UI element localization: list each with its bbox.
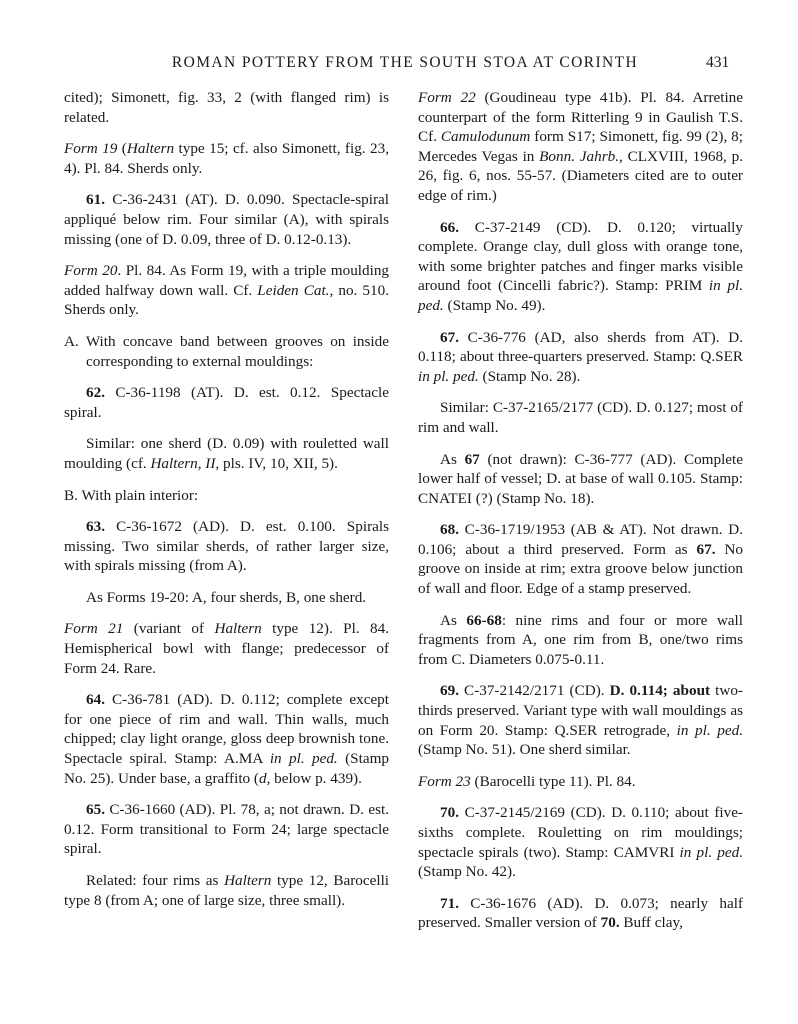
entry-text: (Stamp No. 49). bbox=[443, 296, 546, 314]
entry-63 bbox=[64, 517, 389, 576]
text: (Goudineau type 41b). Pl. 84. Arretine counterpart of the form Ritterling 9 in Gaulish T.S. Cf. bbox=[418, 89, 744, 146]
entry-number: 62. bbox=[86, 384, 105, 402]
related-note bbox=[64, 871, 389, 910]
entry-number: 69. bbox=[440, 682, 459, 700]
entry-number: 67. bbox=[440, 328, 459, 346]
entry-ref: 67. bbox=[696, 540, 716, 558]
text: Similar: one sherd (D. 0.09) with rouletted wall moulding (cf. bbox=[64, 435, 389, 472]
form-21-paragraph bbox=[64, 619, 389, 678]
paragraph-continuation: cited); Simonett, fig. 33, 2 (with flanged rim) is related. bbox=[64, 89, 389, 126]
entry-number: 61. bbox=[86, 191, 105, 209]
entry-text: (Stamp No. 51). One sherd similar. bbox=[418, 741, 631, 759]
stamp-note: in pl. ped. bbox=[679, 843, 743, 861]
entry-text: C-37-2145/2169 (CD). D. 0.110; about five-sixths complete. Rouletting on rim mouldings; spectacle spirals (two). Stamp: CAMVRI bbox=[418, 804, 743, 861]
text: , no. 510. Sherds only. bbox=[64, 281, 390, 319]
similar-62 bbox=[64, 434, 389, 473]
as-66-68-note bbox=[418, 611, 743, 670]
text: Related: four rims as bbox=[86, 872, 225, 889]
text: (not drawn): C-36-777 (AD). Complete lower half of vessel; D. at base of wall 0.105. Stamp: CNATEI (?) (Stamp No. 18). bbox=[418, 450, 743, 507]
entry-text: No groove on inside at rim; extra groove below junction of wall and floor. Edge of a stamp preserved. bbox=[418, 540, 743, 598]
stamp-note: in pl. ped. bbox=[269, 750, 338, 768]
running-head: ROMAN POTTERY FROM THE SOUTH STOA AT CORINTH bbox=[171, 54, 639, 71]
graffito-letter: d bbox=[258, 769, 267, 787]
stamp-note: in pl. ped. bbox=[676, 721, 743, 739]
entry-61 bbox=[64, 190, 389, 249]
entry-text: C-36-2431 (AT). D. 0.090. Spectacle-spiral appliqué below rim. Four similar (A), with spirals missing (one of D. 0.09, three of D. 0.12-0.13). bbox=[64, 191, 389, 248]
stamp-note: in pl. ped. bbox=[418, 277, 743, 314]
form-label: Form 19 bbox=[64, 140, 118, 158]
entry-text: C-36-1198 (AT). D. est. 0.12. Spectacle spiral. bbox=[64, 384, 389, 421]
reference: Haltern bbox=[214, 620, 262, 638]
text: form S17; Simonett, fig. 99 (2), 8; Mercedes Vegas in bbox=[418, 128, 743, 165]
entry-number: 68. bbox=[440, 521, 459, 539]
text: type 12). Pl. 84. Hemispherical bowl with flange; predecessor of Form 24. Rare. bbox=[64, 620, 390, 677]
form-label: Form 21 bbox=[64, 620, 124, 638]
entry-ref: 66-68 bbox=[466, 611, 502, 629]
stamp-note: in pl. ped. bbox=[418, 367, 479, 385]
entry-ref: 67 bbox=[464, 450, 480, 468]
entry-number: 71. bbox=[440, 894, 459, 912]
text: (Barocelli type 11). Pl. 84. bbox=[470, 772, 636, 790]
entry-number: 63. bbox=[86, 518, 105, 536]
entry-number: 66. bbox=[440, 218, 459, 236]
similar-67: Similar: C-37-2165/2177 (CD). D. 0.127; most of rim and wall. bbox=[418, 399, 743, 436]
entry-text: C-36-776 (AD, also sherds from AT). D. 0.118; about three-quarters preserved. Stamp: Q.SER bbox=[418, 328, 743, 366]
entry-text: C-37-2142/2171 (CD). bbox=[458, 682, 610, 700]
entry-text: (Stamp No. 25). Under base, a graffito ( bbox=[64, 750, 389, 787]
text: pls. IV, 10, XII, 5). bbox=[219, 454, 338, 472]
entry-text: (Stamp No. 42). bbox=[418, 863, 516, 881]
text: , CLXVIII, 1968, p. 26, fig. 6, nos. 55-57. (Diameters cited are to outer edge of rim.) bbox=[418, 147, 743, 204]
group-a-heading: A. With concave band between grooves on inside corresponding to external mouldings: bbox=[64, 332, 389, 370]
page-number: 431 bbox=[706, 54, 730, 71]
entry-text: C-37-2149 (CD). D. 0.120; virtually complete. Orange clay, dull gloss with orange tone, with some brighter patches and finger marks visible around foot (Cincelli fabric?). Stamp: PRIM bbox=[418, 218, 743, 295]
left-column bbox=[64, 88, 389, 910]
reference: Leiden Cat. bbox=[257, 281, 330, 299]
entry-68 bbox=[418, 520, 743, 598]
group-b-heading: B. With plain interior: bbox=[64, 486, 199, 504]
entry-text: C-36-781 (AD). D. 0.112; complete except for one piece of rim and wall. Thin walls, much chipped; clay light orange, gloss deep brownish tone. Spectacle spiral. Stamp: A.MA bbox=[64, 691, 389, 768]
reference: Haltern bbox=[224, 872, 272, 889]
right-column bbox=[418, 88, 743, 933]
text: : nine rims and four or more wall fragments from A, one rim from B, one/two rims from C. Diameters 0.075-0.11. bbox=[418, 611, 743, 668]
entry-bold-text: D. 0.114; about bbox=[609, 682, 711, 700]
text: (variant of bbox=[123, 620, 215, 638]
entry-text: C-36-1676 (AD). D. 0.073; nearly half preserved. Smaller version of bbox=[418, 894, 743, 932]
entry-text: two-thirds preserved. Variant type with wall mouldings as on Form 20. Stamp: Q.SER retrograde, bbox=[418, 682, 743, 739]
entry-number: 65. bbox=[86, 801, 105, 819]
form-22-paragraph bbox=[418, 88, 743, 206]
entry-66 bbox=[418, 218, 743, 316]
as-forms-19-20: As Forms 19-20: A, four sherds, B, one sherd. bbox=[86, 588, 367, 606]
entry-64 bbox=[64, 690, 389, 788]
entry-text: , below p. 439). bbox=[266, 769, 362, 787]
entry-70 bbox=[418, 803, 743, 881]
entry-71 bbox=[418, 894, 743, 933]
text: type 12, Barocelli type 8 (from A; one of large size, three small). bbox=[64, 872, 390, 909]
text: As bbox=[440, 611, 467, 629]
reference: Camulodunum bbox=[440, 128, 531, 146]
entry-67 bbox=[418, 328, 743, 387]
entry-text: C-36-1660 (AD). Pl. 78, a; not drawn. D. est. 0.12. Form transitional to Form 24; large spectacle spiral. bbox=[64, 801, 389, 858]
form-23-paragraph bbox=[418, 772, 743, 792]
entry-69 bbox=[418, 681, 743, 759]
reference: Haltern bbox=[126, 140, 175, 158]
form-label: Form 22 bbox=[418, 89, 476, 106]
form-19-paragraph: Form 19 (Haltern type 15; cf. also Simonett, fig. 23, 4). Pl. 84. Sherds only. bbox=[64, 140, 389, 177]
entry-number: 70. bbox=[440, 804, 459, 822]
entry-number: 64. bbox=[86, 691, 105, 709]
entry-text: C-36-1719/1953 (AB & AT). Not drawn. D. 0.106; about a third preserved. Form as bbox=[418, 521, 743, 558]
form-label: Form 20 bbox=[64, 262, 118, 280]
entry-ref: 70. bbox=[600, 914, 620, 932]
entry-65 bbox=[64, 800, 389, 859]
as-67-note bbox=[418, 450, 743, 509]
reference: Bonn. Jahrb. bbox=[539, 147, 620, 165]
text: type 15; cf. also Simonett, fig. 23, 4). Pl. 84. Sherds only. bbox=[64, 140, 389, 177]
form-label: Form 23 bbox=[418, 772, 471, 790]
entry-text: (Stamp No. 28). bbox=[478, 367, 581, 385]
text: . Pl. 84. As Form 19, with a triple moulding added halfway down wall. Cf. bbox=[64, 262, 390, 299]
form-20-paragraph bbox=[64, 261, 389, 320]
reference: Haltern, II, bbox=[150, 454, 220, 472]
entry-text: Buff clay, bbox=[619, 914, 683, 932]
text: As bbox=[440, 450, 465, 468]
entry-text: C-36-1672 (AD). D. est. 0.100. Spirals missing. Two similar sherds, of rather larger size, with spirals missing (from A). bbox=[64, 518, 389, 575]
entry-62 bbox=[64, 383, 389, 422]
